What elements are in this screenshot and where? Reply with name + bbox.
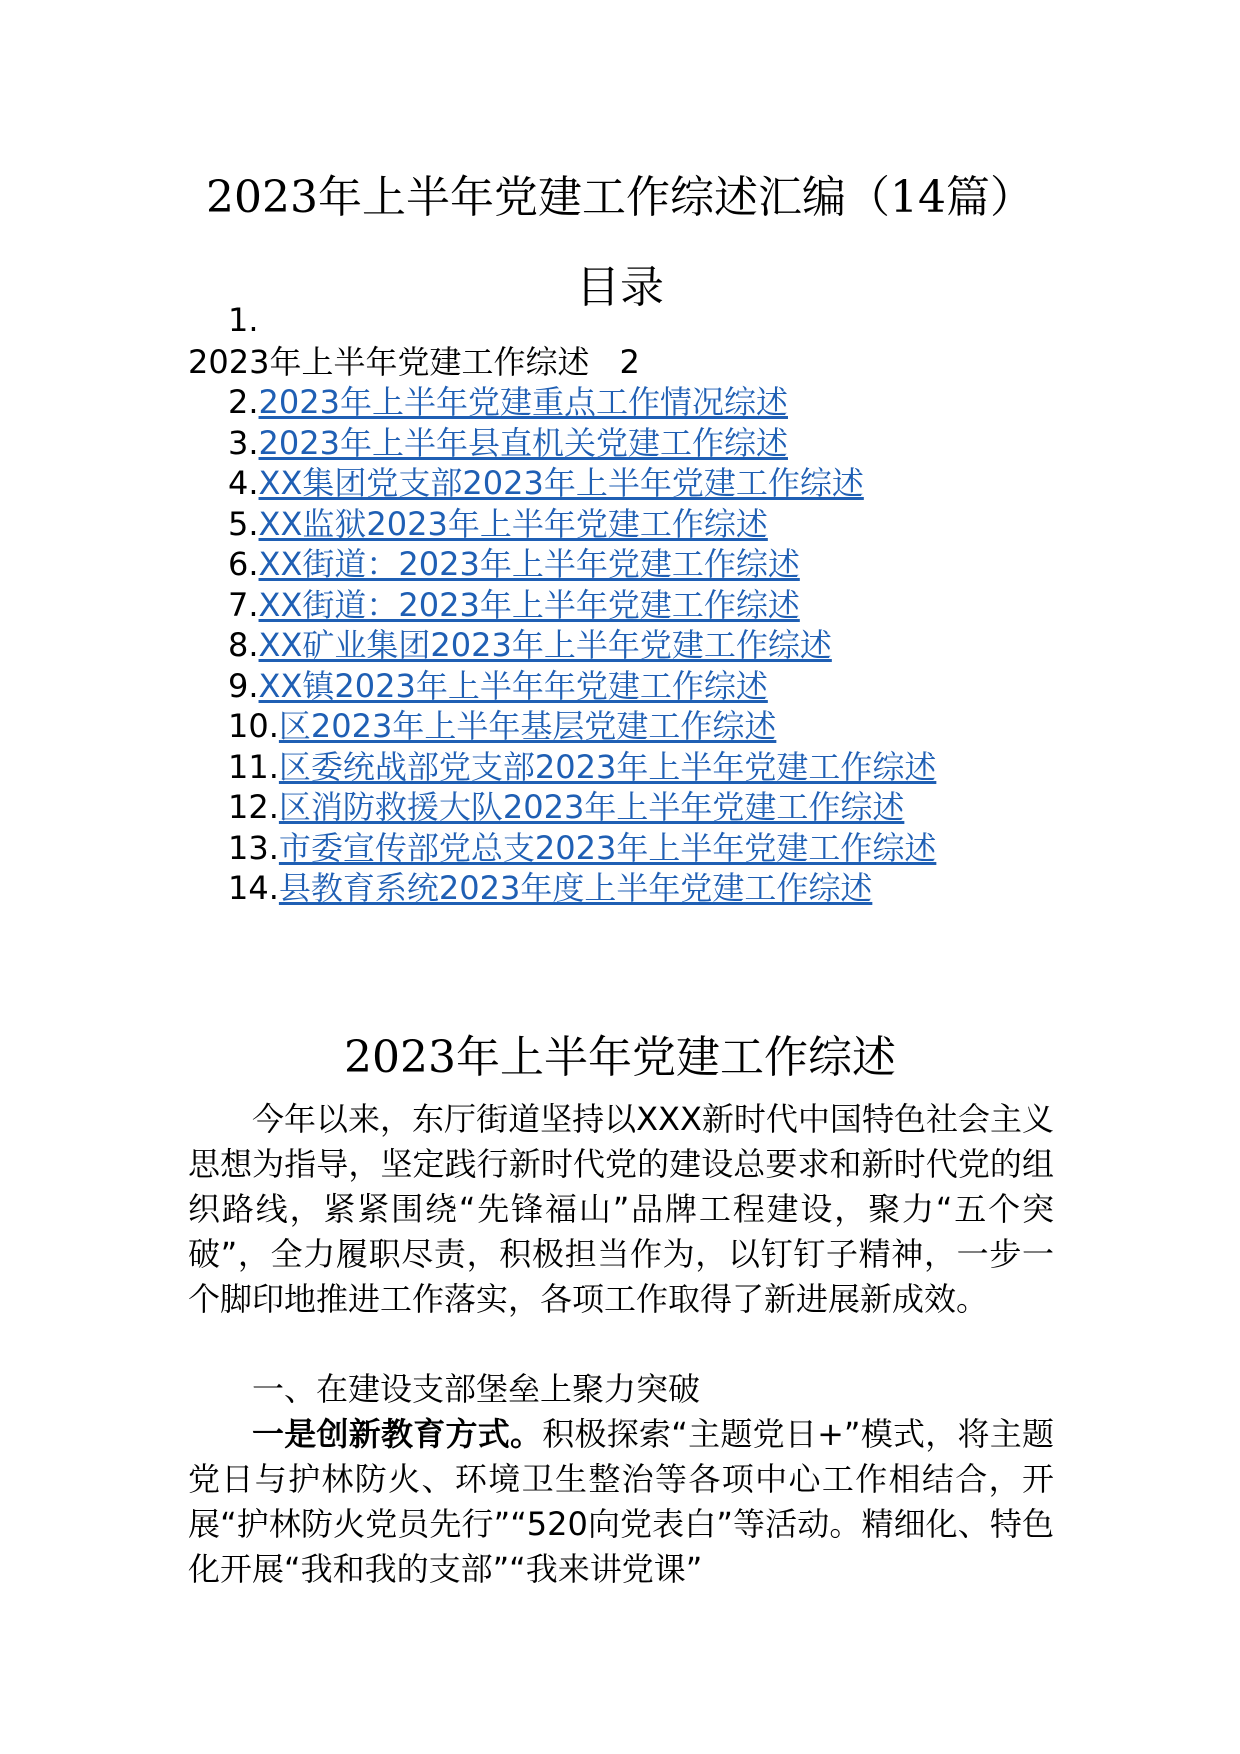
body-paragraph: 今年以来，东厅街道坚持以XXX新时代中国特色社会主义思想为指导，坚定践行新时代党的建设总要求和新时代党的组织路线，紧紧围绕“先锋福山”品牌工程建设，聚力“五个突破”，全力履职尽责，积极担当作为，以钉钉子精神，一步一个脚印地推进工作落实，各项工作取得了新进展新成效。 [188, 1100, 1054, 1318]
toc-link[interactable]: 区委统战部党支部2023年上半年党建工作综述 [278, 748, 937, 786]
toc-item-14[interactable]: 14.县教育系统2023年度上半年党建工作综述 [228, 869, 873, 907]
toc-item-5[interactable]: 5.XX监狱2023年上半年党建工作综述 [228, 505, 768, 543]
toc-link[interactable]: XX集团党支部2023年上半年党建工作综述 [258, 464, 864, 502]
toc-link[interactable]: 市委宣传部党总支2023年上半年党建工作综述 [278, 829, 937, 867]
toc-item-3[interactable]: 3.2023年上半年县直机关党建工作综述 [228, 424, 788, 462]
toc-item-6[interactable]: 6.XX街道：2023年上半年党建工作综述 [228, 545, 800, 583]
toc-page-number: 2 [619, 343, 640, 381]
toc-item-2[interactable]: 2.2023年上半年党建重点工作情况综述 [228, 383, 788, 421]
paragraph-lead: 一是创新教育方式。 [252, 1415, 543, 1453]
body-paragraph [188, 1412, 1054, 1592]
document-title: 2023年上半年党建工作综述汇编（14篇） [206, 172, 1034, 223]
toc-link[interactable]: XX矿业集团2023年上半年党建工作综述 [258, 626, 832, 664]
toc-item-10[interactable]: 10.区2023年上半年基层党建工作综述 [228, 707, 777, 745]
toc-item-7[interactable]: 7.XX街道：2023年上半年党建工作综述 [228, 586, 800, 624]
toc-item-8[interactable]: 8.XX矿业集团2023年上半年党建工作综述 [228, 626, 832, 664]
toc-item-12[interactable]: 12.区消防救援大队2023年上半年党建工作综述 [228, 788, 905, 826]
toc-link[interactable]: XX镇2023年上半年年党建工作综述 [258, 667, 768, 705]
section-heading: 一、在建设支部堡垒上聚力突破 [252, 1370, 701, 1408]
paragraph-text: 积极探索“主题党日+”模式，将主题党日与护林防火、环境卫生整治等各项中心工作相结合，开展“护林防火党员先行”“520向党表白”等活动。精细化、特色化开展“我和我的支部”“我来讲党课” [188, 1415, 1054, 1588]
toc-item-9[interactable]: 9.XX镇2023年上半年年党建工作综述 [228, 667, 768, 705]
toc-link[interactable]: 区2023年上半年基层党建工作综述 [278, 707, 777, 745]
toc-item-title[interactable]: 2023年上半年党建工作综述 [188, 343, 590, 381]
toc-link[interactable]: 2023年上半年县直机关党建工作综述 [258, 424, 788, 462]
toc-item-13[interactable]: 13.市委宣传部党总支2023年上半年党建工作综述 [228, 829, 937, 867]
toc-link[interactable]: 区消防救援大队2023年上半年党建工作综述 [278, 788, 905, 826]
toc-link[interactable]: 2023年上半年党建重点工作情况综述 [258, 383, 788, 421]
toc-link[interactable]: XX街道：2023年上半年党建工作综述 [258, 545, 800, 583]
toc-link[interactable]: XX街道：2023年上半年党建工作综述 [258, 586, 800, 624]
toc-link[interactable]: 县教育系统2023年度上半年党建工作综述 [278, 869, 873, 907]
toc-link[interactable]: XX监狱2023年上半年党建工作综述 [258, 505, 768, 543]
section-title: 2023年上半年党建工作综述 [344, 1032, 896, 1083]
toc-item-1-number: 1. [228, 301, 259, 339]
toc-item-1[interactable] [188, 340, 640, 384]
toc-item-11[interactable]: 11.区委统战部党支部2023年上半年党建工作综述 [228, 748, 937, 786]
toc-heading: 目录 [576, 262, 664, 313]
toc-item-4[interactable]: 4.XX集团党支部2023年上半年党建工作综述 [228, 464, 864, 502]
